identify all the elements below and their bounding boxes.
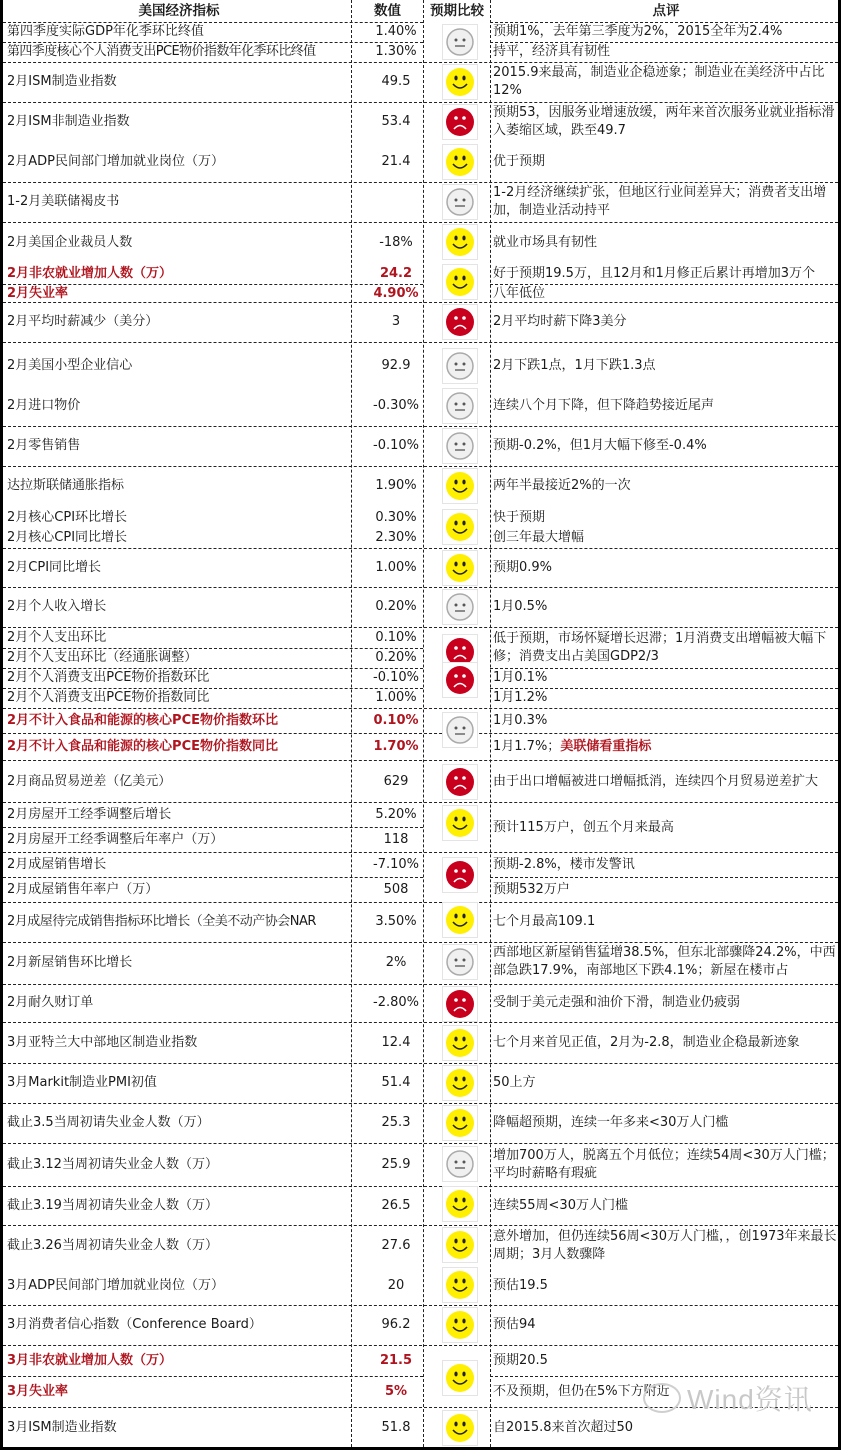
comment-cell: 由于出口增幅被进口增幅抵消，连续四个月贸易逆差扩大	[493, 774, 819, 789]
happy-face-icon	[442, 1227, 478, 1263]
value-cell: 0.20%	[375, 650, 417, 665]
indicator-cell: 截止3.26当周初请失业金人数（万）	[7, 1238, 218, 1253]
header-indicator: 美国经济指标	[138, 3, 220, 19]
comment-cell: 1-2月经济继续扩张，但地区行业间差异大；消费者支出增加，制造业活动持平	[493, 185, 827, 218]
happy-face-icon	[442, 902, 478, 938]
value-cell: 20	[387, 1278, 405, 1293]
comment-cell: 2月下跌1点，1月下跌1.3点	[493, 358, 656, 373]
indicator-cell-highlight: 3月非农就业增加人数（万）	[7, 1353, 173, 1368]
column-divider	[490, 0, 491, 1447]
comment-cell: 预估94	[493, 1317, 536, 1332]
column-divider	[351, 0, 352, 1447]
comment-cell: 自2015.8来首次超过50	[493, 1420, 634, 1435]
value-cell: 0.30%	[375, 510, 417, 525]
indicator-cell: 2月个人支出环比	[7, 630, 107, 645]
indicator-cell: 2月美国小型企业信心	[7, 358, 133, 373]
indicator-cell: 2月新屋销售环比增长	[7, 955, 133, 970]
indicator-cell: 2月房屋开工经季调整后增长	[7, 807, 172, 822]
neutral-face-icon	[442, 712, 478, 748]
value-cell: 2.30%	[375, 530, 417, 545]
sad-face-icon	[442, 662, 478, 698]
comment-cell: 预期532万户	[493, 882, 570, 897]
comment-cell: 两年半最接近2%的一次	[493, 478, 631, 493]
indicator-cell: 3月ISM制造业指数	[7, 1420, 117, 1435]
value-cell: -0.10%	[373, 438, 419, 453]
value-cell: 0.10%	[375, 630, 417, 645]
comment-cell: 50上方	[493, 1075, 536, 1090]
comment-cell: 1月1.2%	[493, 690, 548, 705]
happy-face-icon	[442, 64, 478, 100]
comment-cell: 创三年最大增幅	[493, 530, 585, 545]
value-cell: 1.00%	[375, 559, 417, 575]
comment-cell: 意外增加，但仍连续56周<30万人门槛，，创1973年来最长周期；3月人数骤降	[493, 1229, 837, 1262]
value-cell: 1.90%	[375, 478, 417, 493]
value-cell: 27.6	[381, 1238, 411, 1253]
indicator-cell-highlight: 2月失业率	[7, 286, 69, 301]
value-cell	[355, 182, 437, 222]
value-cell: 12.4	[381, 1034, 411, 1050]
happy-face-icon	[442, 468, 478, 504]
watermark-text: Wind资讯	[687, 1384, 813, 1415]
sad-face-icon	[442, 857, 478, 893]
comment-cell: 连续55周<30万人门槛	[493, 1197, 628, 1213]
neutral-face-icon	[442, 184, 478, 220]
value-cell-highlight: 4.90%	[373, 286, 419, 301]
indicator-cell: 2月核心CPI环比增长	[7, 510, 128, 525]
indicator-cell: 截止3.12当周初请失业金人数（万）	[7, 1156, 218, 1172]
happy-face-icon	[442, 1186, 478, 1222]
comment-cell: 持平，经济具有韧性	[493, 44, 611, 59]
comment-cell: 快于预期	[493, 510, 546, 525]
value-cell: 26.5	[381, 1197, 411, 1213]
neutral-face-icon	[442, 589, 478, 625]
indicator-cell: 2月ISM制造业指数	[7, 74, 117, 89]
indicator-cell: 2月进口物价	[7, 398, 81, 413]
comment-cell: 西部地区新屋销售猛增38.5%，但东北部骤降24.2%，中西部急跌17.9%，南部地区下跌4.1%；新屋在楼市占	[493, 945, 836, 978]
comment-cell: 1月0.1%	[493, 670, 548, 685]
value-cell-highlight: 21.5	[379, 1353, 413, 1368]
value-cell-highlight: 24.2	[379, 266, 413, 281]
value-cell-highlight: 1.70%	[373, 739, 419, 754]
comment-cell: 优于预期	[493, 154, 546, 169]
value-cell: 629	[383, 774, 409, 789]
happy-face-icon	[442, 1105, 478, 1141]
indicator-cell: 2月平均时薪减少（美分）	[7, 314, 159, 329]
value-cell: 3	[391, 314, 401, 329]
comment-text: 1月1.7%；	[493, 739, 561, 754]
comment-cell: 预期1%，去年第三季度为2%，2015全年为2.4%	[493, 24, 783, 39]
neutral-face-icon	[442, 944, 478, 980]
indicator-cell: 截止3.19当周初请失业金人数（万）	[7, 1197, 218, 1213]
indicator-cell-highlight: 2月不计入食品和能源的核心PCE物价指数同比	[7, 739, 278, 754]
value-cell: 5.20%	[375, 807, 417, 822]
indicator-cell-highlight: 2月不计入食品和能源的核心PCE物价指数环比	[7, 713, 278, 728]
comment-cell: 七个月来首见正值，2月为-2.8，制造业企稳最新迹象	[493, 1034, 800, 1050]
neutral-face-icon	[442, 428, 478, 464]
comment-cell: 连续八个月下降，但下降趋势接近尾声	[493, 398, 715, 413]
value-cell-highlight: 0.10%	[373, 713, 419, 728]
comment-cell: 受制于美元走强和油价下滑，制造业仍疲弱	[493, 995, 741, 1010]
indicator-cell: 2月成屋销售年率户（万）	[7, 882, 159, 897]
comment-cell: 八年低位	[493, 286, 546, 301]
comment-cell: 预期-0.2%，但1月大幅下修至-0.4%	[493, 438, 707, 453]
value-cell: 92.9	[381, 358, 411, 373]
comment-cell: 1月0.3%	[493, 713, 548, 728]
neutral-face-icon	[442, 388, 478, 424]
comment-cell: 低于预期，市场怀疑增长迟滞；1月消费支出增幅被大幅下修；消费支出占美国GDP2/3	[493, 631, 827, 664]
comment-cell: 预估19.5	[493, 1278, 548, 1293]
value-cell: 2%	[385, 955, 407, 970]
value-cell: 118	[383, 832, 409, 847]
value-cell: 1.30%	[375, 44, 417, 59]
comment-cell: 2015.9来最高，制造业企稳迹象；制造业在美经济中占比12%	[493, 65, 825, 98]
neutral-face-icon	[442, 24, 478, 60]
comment-cell: 预期20.5	[493, 1353, 548, 1368]
happy-face-icon	[442, 264, 478, 300]
sad-face-icon	[442, 304, 478, 340]
comment-cell: 就业市场具有韧性	[493, 235, 598, 250]
sad-face-icon	[442, 986, 478, 1022]
neutral-face-icon	[442, 1146, 478, 1182]
comment-cell: 好于预期19.5万，且12月和1月修正后累计再增加3万个	[493, 266, 816, 281]
indicator-cell: 截止3.5当周初请失业金人数（万）	[7, 1115, 210, 1130]
indicator-cell: 3月Markit制造业PMI初值	[7, 1075, 157, 1090]
indicator-cell: 2月个人收入增长	[7, 599, 107, 614]
header-comparison: 预期比较	[430, 3, 484, 19]
header-value: 数值	[374, 3, 401, 19]
comment-cell: 2月平均时薪下降3美分	[493, 314, 627, 329]
value-cell: 508	[383, 882, 409, 897]
value-cell: 53.4	[381, 114, 411, 129]
happy-face-icon	[442, 1267, 478, 1303]
comment-cell: 预计115万户，创五个月来最高	[493, 819, 674, 835]
indicator-cell: 1-2月美联储褐皮书	[7, 194, 120, 209]
comment-cell: 降幅超预期，连续一年多来<30万人门槛	[493, 1115, 729, 1130]
indicator-cell: 达拉斯联储通胀指标	[7, 478, 125, 493]
comment-cell: 七个月最高109.1	[493, 914, 596, 929]
happy-face-icon	[442, 509, 478, 545]
indicator-cell: 第四季度实际GDP年化季环比终值	[7, 24, 204, 39]
indicator-cell: 第四季度核心个人消费支出PCE物价指数年化季环比终值	[7, 44, 316, 59]
comment-cell: 不及预期，但仍在5%下方附近	[493, 1384, 670, 1399]
value-cell: -0.30%	[373, 398, 419, 413]
value-cell: 25.9	[381, 1156, 411, 1172]
comment-cell: 预期0.9%	[493, 559, 553, 575]
value-cell: -2.80%	[373, 995, 419, 1010]
value-cell: 21.4	[381, 154, 411, 169]
indicator-cell: 2月CPI同比增长	[7, 559, 102, 575]
value-cell: 3.50%	[375, 914, 417, 929]
indicator-cell: 2月成屋销售增长	[7, 857, 107, 872]
happy-face-icon	[442, 550, 478, 586]
value-cell: 1.40%	[375, 24, 417, 39]
indicator-cell: 2月商品贸易逆差（亿美元）	[7, 774, 172, 789]
sad-face-icon	[442, 764, 478, 800]
indicator-cell: 3月ADP民间部门增加就业岗位（万）	[7, 1278, 225, 1293]
indicator-cell: 3月亚特兰大中部地区制造业指数	[7, 1034, 198, 1050]
indicator-cell: 2月成屋待完成销售指标环比增长（全美不动产协会NAR	[7, 914, 316, 929]
value-cell: -7.10%	[373, 857, 419, 872]
comment-cell: 增加700万人，脱离五个月低位；连续54周<30万人门槛；平均时薪略有瑕疵	[493, 1147, 835, 1181]
indicator-cell: 2月零售销售	[7, 438, 81, 453]
comment-cell	[493, 734, 838, 760]
value-cell-highlight: 5%	[384, 1384, 408, 1399]
value-cell: 1.00%	[375, 690, 417, 705]
happy-face-icon	[442, 1025, 478, 1061]
value-cell: -18%	[379, 235, 413, 250]
value-cell: -0.10%	[373, 670, 419, 685]
indicator-cell: 2月ISM非制造业指数	[7, 114, 130, 129]
indicator-cell: 2月个人消费支出PCE物价指数环比	[7, 670, 210, 685]
value-cell: 49.5	[381, 74, 411, 89]
indicator-cell: 2月个人消费支出PCE物价指数同比	[7, 690, 210, 705]
header-comment: 点评	[652, 3, 680, 19]
happy-face-icon	[442, 805, 478, 841]
happy-face-icon	[442, 1065, 478, 1101]
indicator-cell: 3月消费者信心指数（Conference Board）	[7, 1317, 262, 1332]
indicator-cell: 2月房屋开工经季调整后年率户（万）	[7, 832, 224, 847]
happy-face-icon	[442, 144, 478, 180]
watermark	[643, 1378, 813, 1418]
value-cell: 96.2	[381, 1317, 411, 1332]
value-cell: 51.4	[381, 1075, 411, 1090]
sad-face-icon	[442, 104, 478, 140]
happy-face-icon	[442, 1307, 478, 1343]
indicator-cell: 2月ADP民间部门增加就业岗位（万）	[7, 154, 225, 169]
comment-cell: 1月0.5%	[493, 599, 548, 614]
indicator-cell-highlight: 3月失业率	[7, 1384, 69, 1399]
indicator-cell: 2月美国企业裁员人数	[7, 235, 133, 250]
indicator-cell-highlight: 2月非农就业增加人数（万）	[7, 266, 173, 281]
wechat-icon	[643, 1383, 681, 1413]
value-cell: 51.8	[381, 1420, 411, 1435]
value-cell: 0.20%	[375, 599, 417, 614]
comment-cell: 预期53，因服务业增速放缓，两年来首次服务业就业指标滑入萎缩区域，跌至49.7	[493, 105, 835, 138]
comment-cell: 预期-2.8%，楼市发警讯	[493, 857, 635, 872]
happy-face-icon	[442, 1410, 478, 1446]
happy-face-icon	[442, 1360, 478, 1396]
indicator-cell: 2月核心CPI同比增长	[7, 530, 128, 545]
happy-face-icon	[442, 224, 478, 260]
neutral-face-icon	[442, 348, 478, 384]
value-cell: 25.3	[381, 1115, 411, 1130]
comment-highlight: 美联储看重指标	[560, 739, 652, 754]
indicator-cell: 2月耐久财订单	[7, 995, 94, 1010]
indicator-cell: 2月个人支出环比（经通胀调整）	[7, 650, 198, 665]
